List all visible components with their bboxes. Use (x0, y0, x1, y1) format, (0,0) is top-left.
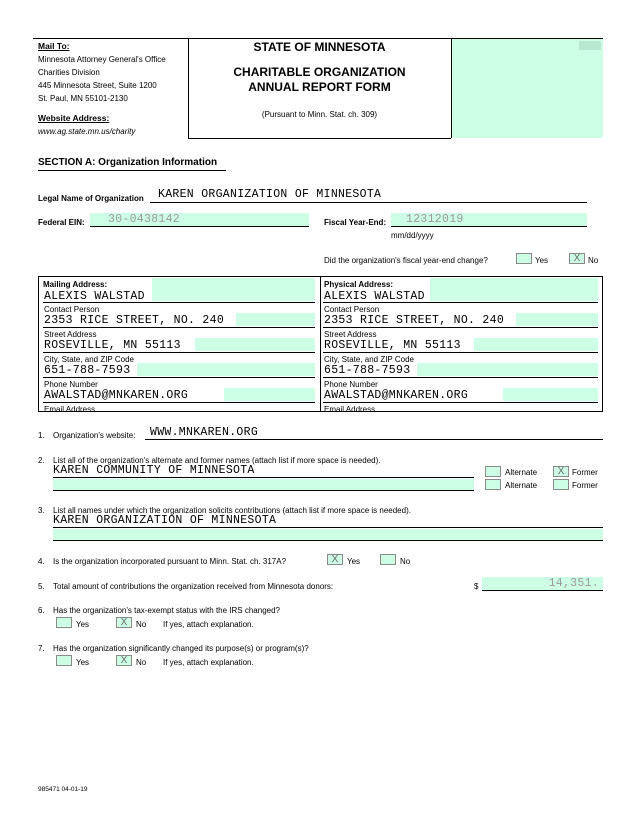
form-code: 985471 04-01-19 (38, 786, 88, 793)
ein-value[interactable]: 30-0438142 (108, 213, 181, 226)
q2-name-value[interactable]: KAREN COMMUNITY OF MINNESOTA (53, 464, 255, 477)
q4-number: 4. (38, 557, 45, 566)
q2-former-label: Former (572, 468, 598, 477)
q6-text: Has the organization's tax-exempt status with the IRS changed? (53, 606, 280, 615)
section-a-underline (38, 170, 226, 171)
form-title-line-2: ANNUAL REPORT FORM (248, 80, 391, 94)
mailing-city-value[interactable]: ROSEVILLE, MN 55113 (44, 339, 181, 352)
q7-yes-checkbox[interactable] (56, 655, 72, 666)
q5-amount-value[interactable]: 14,351. (548, 577, 599, 590)
mailing-street-value[interactable]: 2353 RICE STREET, NO. 240 (44, 314, 225, 327)
physical-city-fill (474, 338, 598, 351)
mail-to-label: Mail To: (38, 41, 70, 51)
q3-line-1 (53, 527, 603, 528)
q2-field-2[interactable] (53, 479, 474, 490)
ein-label: Federal EIN: (38, 218, 85, 227)
physical-line (323, 327, 598, 328)
q7-if-yes-note: If yes, attach explanation. (163, 658, 254, 667)
q2-former-checkbox-1[interactable]: X (553, 466, 569, 477)
mail-line: Minnesota Attorney General's Office (38, 55, 166, 64)
q1-website-value[interactable]: WWW.MNKAREN.ORG (150, 426, 259, 439)
mailing-street-fill (236, 313, 315, 326)
legal-name-line (150, 202, 587, 203)
q1-text: Organization's website: (53, 431, 136, 440)
fye-value[interactable]: 12312019 (406, 213, 464, 226)
q4-no-checkbox[interactable] (380, 554, 396, 565)
q3-text: List all names under which the organization solicits contributions (attach list if more space is needed). (53, 506, 411, 515)
mailing-city-label: City, State, and ZIP Code (44, 355, 134, 364)
mailing-street-label: Street Address (44, 330, 97, 339)
q3-number: 3. (38, 506, 45, 515)
physical-city-label: City, State, and ZIP Code (324, 355, 414, 364)
mailing-email-value[interactable]: AWALSTAD@MNKAREN.ORG (44, 389, 189, 402)
q2-alternate-checkbox-2[interactable] (485, 479, 501, 490)
physical-email-label: Email Address (324, 405, 376, 414)
physical-heading-fill (430, 278, 598, 301)
currency-sign: $ (474, 582, 479, 591)
physical-contact-label: Contact Person (324, 305, 380, 314)
q1-number: 1. (38, 431, 45, 440)
q2-line-2 (53, 490, 474, 491)
q2-alternate-checkbox-1[interactable] (485, 466, 501, 477)
physical-phone-label: Phone Number (324, 380, 378, 389)
q6-number: 6. (38, 606, 45, 615)
mailing-address-heading: Mailing Address: (43, 280, 108, 289)
physical-line (323, 352, 598, 353)
q6-yes-label: Yes (76, 620, 90, 629)
q6-no-label: No (136, 620, 147, 629)
q2-former-checkbox-2[interactable] (553, 479, 569, 490)
mailing-phone-fill (137, 363, 315, 376)
q2-text: List all of the organization's alternate and former names (attach list if more space is needed). (53, 456, 381, 465)
website-value: www.ag.state.mn.us/charity (38, 127, 136, 136)
q6-if-yes-note: If yes, attach explanation. (163, 620, 254, 629)
physical-phone-value[interactable]: 651-788-7593 (324, 364, 411, 377)
physical-email-fill (503, 388, 598, 401)
website-label: Website Address: (38, 113, 110, 123)
physical-phone-fill (417, 363, 598, 376)
mailing-line (43, 302, 315, 303)
fye-change-no-checkbox[interactable]: X (569, 253, 585, 264)
physical-street-fill (516, 313, 598, 326)
section-a-title: SECTION A: Organization Information (38, 157, 218, 168)
physical-email-value[interactable]: AWALSTAD@MNKAREN.ORG (324, 389, 469, 402)
q2-former-label: Former (572, 481, 598, 490)
mailing-contact-label: Contact Person (44, 305, 100, 314)
physical-city-value[interactable]: ROSEVILLE, MN 55113 (324, 339, 461, 352)
mailing-phone-label: Phone Number (44, 380, 98, 389)
fye-label: Fiscal Year-End: (324, 218, 387, 227)
physical-street-value[interactable]: 2353 RICE STREET, NO. 240 (324, 314, 505, 327)
mail-line: 445 Minnesota Street, Suite 1200 (38, 81, 157, 90)
q1-line (145, 439, 603, 440)
q6-no-checkbox[interactable]: X (116, 617, 132, 628)
mailing-phone-value[interactable]: 651-788-7593 (44, 364, 131, 377)
fye-hint: mm/dd/yyyy (391, 231, 434, 240)
fye-change-yes-checkbox[interactable] (516, 253, 532, 264)
mailing-heading-fill (152, 278, 315, 301)
mailing-line (43, 377, 315, 378)
ein-line (90, 226, 309, 227)
q4-no-label: No (400, 557, 411, 566)
mailing-email-label: Email Address (44, 405, 96, 414)
q7-no-checkbox[interactable]: X (116, 655, 132, 666)
physical-contact-value[interactable]: ALEXIS WALSTAD (324, 290, 425, 303)
fye-change-question: Did the organization's fiscal year-end change? (324, 256, 488, 265)
q5-number: 5. (38, 582, 45, 591)
mailing-line (43, 352, 315, 353)
q7-number: 7. (38, 644, 45, 653)
form-title-line-1: CHARITABLE ORGANIZATION (233, 65, 406, 79)
mail-line: St. Paul, MN 55101-2130 (38, 94, 128, 103)
mailing-line (43, 327, 315, 328)
mailing-city-fill (195, 338, 315, 351)
physical-street-label: Street Address (324, 330, 377, 339)
pursuant-note: (Pursuant to Minn. Stat. ch. 309) (261, 110, 378, 119)
physical-line (323, 377, 598, 378)
q3-field-2[interactable] (53, 529, 603, 540)
address-divider (320, 276, 321, 412)
office-use-tab (579, 41, 601, 50)
q6-yes-checkbox[interactable] (56, 617, 72, 628)
office-use-box (452, 39, 603, 138)
legal-name-label: Legal Name of Organization (38, 194, 144, 203)
q2-alternate-label: Alternate (505, 468, 538, 477)
q3-line-2 (53, 540, 603, 541)
physical-line (323, 402, 598, 403)
q2-alternate-label: Alternate (505, 481, 538, 490)
mailing-contact-value[interactable]: ALEXIS WALSTAD (44, 290, 145, 303)
mail-line: Charities Division (38, 68, 100, 77)
legal-name-value[interactable]: KAREN ORGANIZATION OF MINNESOTA (158, 188, 382, 201)
q3-name-value[interactable]: KAREN ORGANIZATION OF MINNESOTA (53, 514, 277, 527)
q4-text: Is the organization incorporated pursuant to Minn. Stat. ch. 317A? (53, 557, 287, 566)
fye-line (391, 226, 587, 227)
q7-no-label: No (136, 658, 147, 667)
mailing-email-fill (224, 388, 315, 401)
q4-yes-checkbox[interactable]: X (327, 554, 343, 565)
state-title: STATE OF MINNESOTA (253, 40, 386, 54)
yes-label: Yes (535, 256, 549, 265)
q2-number: 2. (38, 456, 45, 465)
header-bottom-rule (188, 138, 451, 139)
physical-line (323, 302, 598, 303)
mailing-line (43, 402, 315, 403)
no-label: No (588, 256, 599, 265)
physical-address-heading: Physical Address: (324, 280, 394, 289)
q5-text: Total amount of contributions the organization received from Minnesota donors: (53, 582, 334, 591)
q4-yes-label: Yes (347, 557, 361, 566)
q7-text: Has the organization significantly changed its purpose(s) or program(s)? (53, 644, 309, 653)
q2-line-1 (53, 477, 474, 478)
q7-yes-label: Yes (76, 658, 90, 667)
q5-line (482, 590, 603, 591)
